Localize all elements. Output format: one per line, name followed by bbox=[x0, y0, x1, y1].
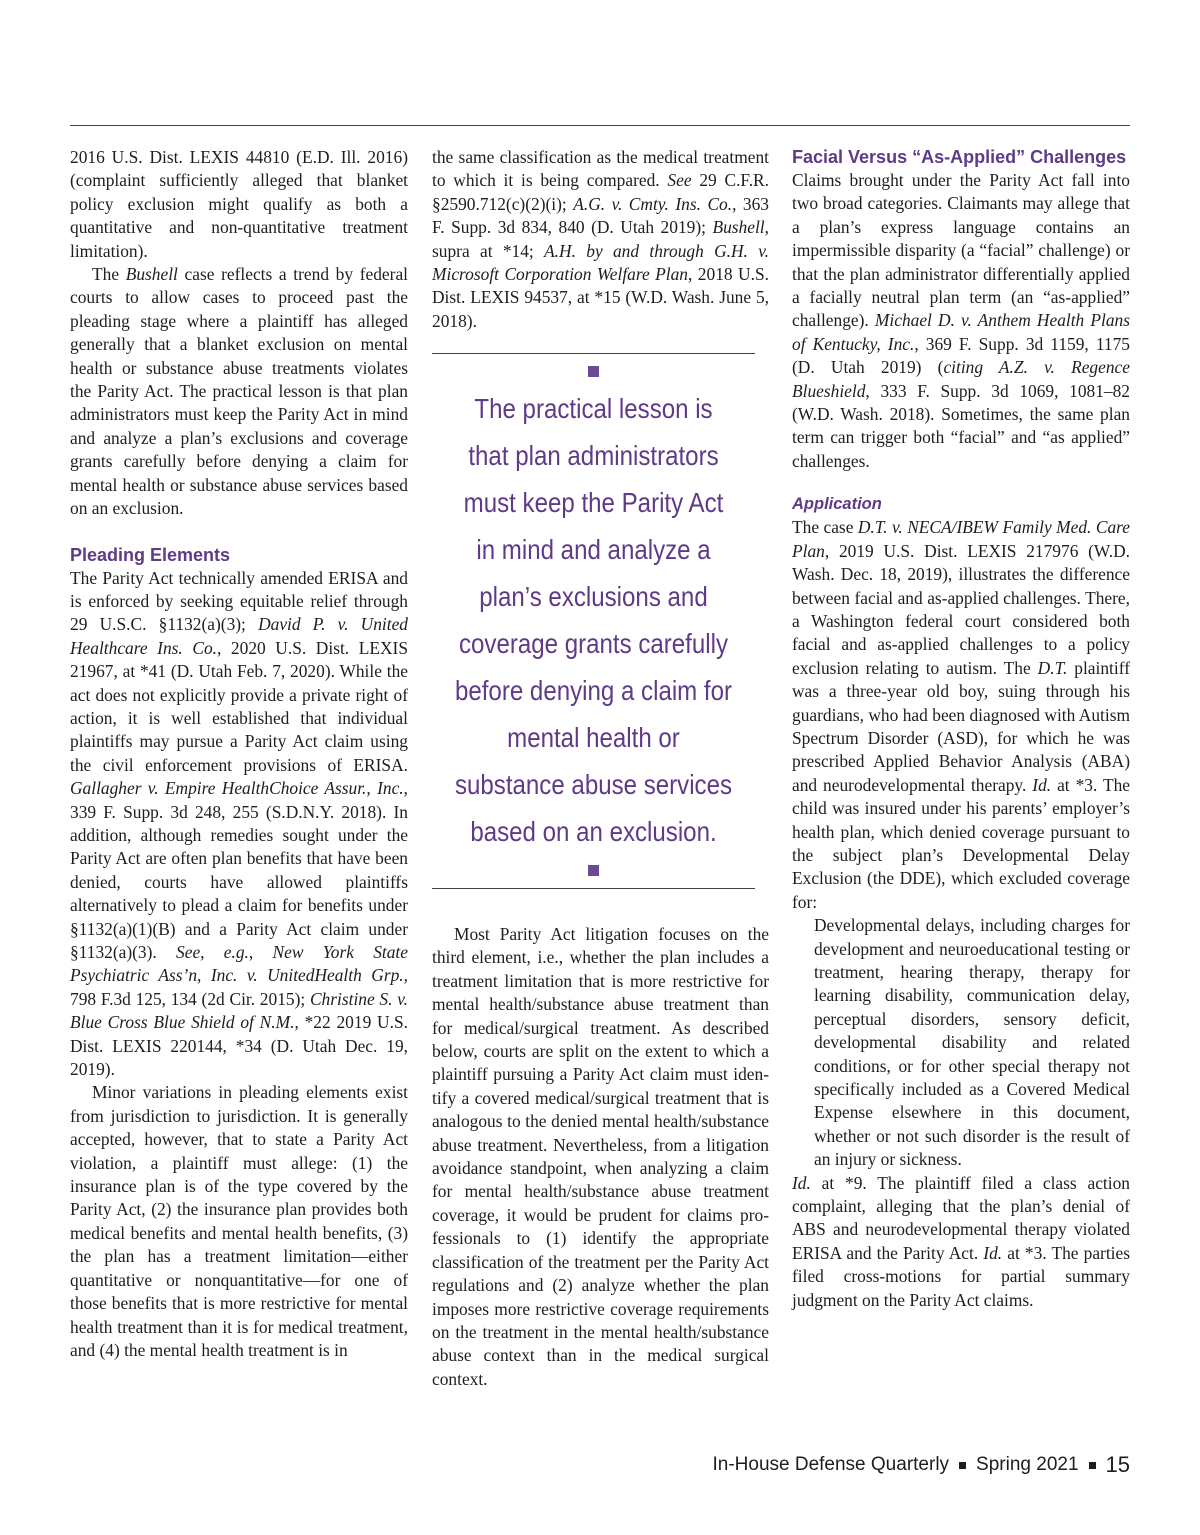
text: at *3. The parties filed cross-motions for partial summary judgment on the Parity Act claims. bbox=[792, 1242, 1130, 1310]
text: , 2019 U.S. Dist. LEXIS 217976 (W.D. Wash. Dec. 18, 2019), illustrates the difference between facial and as-applied challenges. There, a Washington federal court considered both facial and as-applied challenges to a policy exclusion relating to autism. The bbox=[792, 540, 1130, 678]
text: case reflects a trend by federal courts to allow cases to proceed past the pleading stage where a plaintiff has alleged generally that a blanket exclusion on mental health or substance abuse treatments violates the Parity Act. The practical lesson is that plan administrators must keep the Parity Act in mind and analyze a plan’s exclusions and coverage grants carefully before denying a claim for mental health or substance abuse services based on an exclusion. bbox=[70, 264, 408, 519]
text: the same classification as the medical treatment to which it is being compared. bbox=[432, 147, 769, 191]
case-name: A.H. by and through G.H. v. Microsoft Corporation Welfare Plan bbox=[432, 240, 769, 285]
column-middle-lower bbox=[432, 923, 769, 1391]
page-number: 15 bbox=[1105, 1452, 1130, 1477]
case-name: D.T. v. NECA/IBEW Family Med. Care Plan bbox=[792, 517, 1130, 561]
text: , bbox=[248, 942, 273, 962]
signal: Id. bbox=[1032, 774, 1052, 795]
text: , 369 F. Supp. 3d 1159, 1175 (D. Utah 2019) ( bbox=[792, 333, 1130, 378]
text: The bbox=[92, 264, 126, 285]
case-name: New York State Psychiatric Ass’n, Inc. v. UnitedHealth Grp. bbox=[70, 942, 408, 986]
paragraph: 2016 U.S. Dist. LEXIS 44810 (E.D. Ill. 2016) (complaint sufficiently alleged that blanket policy exclusion might qualify as both a quantitative and non-quantitative treatment limitation). bbox=[70, 147, 408, 261]
square-bullet-icon bbox=[959, 1462, 966, 1469]
pull-quote bbox=[432, 353, 755, 889]
pull-quote-text: The practical lesson is that plan administrators must keep the Parity Act in mind and analyze a plan’s exclusions and coverage grants carefully before denying a claim for mental health or substance abuse services based on an exclusion. bbox=[454, 393, 733, 847]
square-bullet-icon bbox=[588, 366, 599, 377]
subsection-heading: Application bbox=[792, 495, 882, 514]
publication-name: In-House Defense Quarterly bbox=[712, 1454, 950, 1475]
text: , 798 F.3d 125, 134 (2d Cir. 2015); bbox=[70, 965, 408, 1009]
text: The case bbox=[792, 517, 858, 538]
text: plaintiff was a three-year old boy, suing through his guardians, who had been diagnosed with Autism Spectrum Disorder (ASD), for which he was prescribed Applied Behavior Analysis (ABA) and neurodevelopmental therapy. bbox=[792, 657, 1130, 795]
paragraph bbox=[70, 263, 408, 520]
text: , 363 F. Supp. 3d 834, 840 (D. Utah 2019); bbox=[432, 193, 769, 238]
case-name: citing A.Z. v. Regence Blueshield bbox=[792, 357, 1130, 401]
spacer bbox=[70, 521, 408, 544]
page-footer bbox=[712, 1452, 1130, 1478]
text: , 339 F. Supp. 3d 248, 255 (S.D.N.Y. 2018). In addition, although remedies sought under the Parity Act are often plan benefits that have been denied, courts have allowed plaintiffs alternatively to plead a claim for benefits under §1132(a)(1)(B) and a Parity Act claim under §1132(a)(3). bbox=[70, 778, 408, 962]
text: at *3. The child was insured under his parents’ employer’s health plan, which denied coverage pursuant to the subject plan’s Developmental Delay Exclusion (the DDE), which excluded coverage for: bbox=[792, 774, 1130, 912]
paragraph bbox=[792, 1172, 1130, 1312]
text: 29 C.F.R. §2590.712(c)(2)(i); bbox=[432, 170, 770, 214]
pull-quote-top-rule bbox=[432, 353, 755, 354]
column-middle bbox=[432, 146, 769, 333]
case-name: Bushell bbox=[712, 217, 765, 238]
text: , 333 F. Supp. 3d 1069, 1081–82 (W.D. Wash. 2018). Sometimes, the same plan term can trigger both “facial” and “as applied” challenges. bbox=[792, 380, 1130, 471]
paragraph: Minor variations in pleading elements exist from jurisdiction to jurisdiction. It is generally accepted, however, that to state a Parity Act violation, a plaintiff must allege: (1) the insurance plan is of the type covered by the Parity Act, (2) the insurance plan provides both medical benefits and mental health benefits, (3) the plan has a treatment limitation—either quantitative or nonquantitative—for one of those benefits that is more restrictive for mental health treatment than it is for medical treatment, and (4) the mental health treatment is in bbox=[70, 1082, 408, 1360]
block-quote bbox=[814, 914, 1130, 1171]
case-name: David P. v. United Healthcare Ins. Co. bbox=[70, 614, 408, 658]
pull-quote-bottom-rule bbox=[432, 888, 755, 889]
case-name: Gallagher v. Empire HealthChoice Assur., Inc. bbox=[70, 778, 404, 799]
signal: See bbox=[667, 170, 692, 191]
signal: Id. bbox=[792, 1172, 811, 1193]
square-bullet-icon bbox=[588, 865, 599, 876]
text: The Parity Act technically amended ERISA and is enforced by seeking equitable relief through 29 U.S.C. §1132(a)(3); bbox=[70, 567, 408, 635]
text: , 2018 U.S. Dist. LEXIS 94537, at *15 (W.D. Wash. June 5, 2018). bbox=[432, 264, 769, 331]
top-rule bbox=[70, 125, 1130, 126]
case-name: D.T. bbox=[1037, 657, 1068, 678]
spacer bbox=[792, 473, 1130, 493]
text: , 2020 U.S. Dist. LEXIS 21967, at *41 (D. Utah Feb. 7, 2020). While the act does not explicitly provide a private right of action, it is well established that individual plaintiffs may pursue a Parity Act claim using the civil enforcement provisions of ERISA. bbox=[70, 637, 408, 775]
signal: See bbox=[176, 942, 201, 962]
paragraph bbox=[792, 169, 1130, 473]
paragraph bbox=[70, 567, 408, 1082]
quote-text: Developmental delays, including charges for development and neuroeducational testing or treatment, hearing therapy, therapy for learning disability, communication delay, perceptual disorders, sensory deficit, developmental disability and related conditions, or for other special therapy not specifically included as a Covered Medical Expense elsewhere in this document, whether or not such disorder is the result of an injury or sickness. bbox=[814, 915, 1130, 1170]
paragraph bbox=[432, 146, 769, 333]
signal: e.g. bbox=[223, 942, 249, 962]
case-name: A.G. v. Cmty. Ins. Co. bbox=[573, 193, 733, 214]
case-name: Bushell bbox=[125, 264, 178, 285]
column-left bbox=[70, 146, 408, 1362]
case-name: Christine S. v. Blue Cross Blue Shield of N.M. bbox=[70, 988, 408, 1033]
text: , *22 2019 U.S. Dist. LEXIS 220144, *34 (D. Utah Dec. 19, 2019). bbox=[70, 1012, 408, 1080]
paragraph: Most Parity Act litigation focuses on the third element, i.e., whether the plan includes a treatment limitation that is more restrictive for mental health/substance abuse treatment than for medical/surgical treatment. As described below, courts are split on the extent to which a plaintiff pursuing a Parity Act claim must identify a covered medical/surgical treatment that is analogous to the denied mental health/substance abuse treatment. Nevertheless, from a litigation avoidance standpoint, when analyzing a claim for mental health/substance abuse treatment coverage, it would be prudent for claims professionals to (1) identify the appropriate classification of the treatment per the Parity Act regulations and (2) analyze whether the plan imposes more restrictive coverage requirements on the treatment in the mental health/substance abuse context than in the medical surgical context. bbox=[432, 924, 769, 1389]
square-bullet-icon bbox=[1089, 1462, 1096, 1469]
signal: Id. bbox=[983, 1242, 1003, 1263]
section-heading: Pleading Elements bbox=[70, 544, 231, 565]
text: at *9. The plaintiff filed a class action complaint, alleging that the plan’s denial of ABS and neurodevelopmental therapy violated ERISA and the Parity Act. bbox=[792, 1172, 1130, 1263]
section-heading: Facial Versus “As-Applied” Challenges bbox=[792, 147, 1127, 167]
paragraph bbox=[792, 516, 1130, 914]
text: Claims brought under the Parity Act fall into two broad categories. Claimants may allege that a plan’s express language contains an impermissible disparity (a “facial” challenge) or that the plan administrator differentially applied a facially neutral plan term (an “as-applied” challenge). bbox=[792, 170, 1130, 331]
text: , supra at *14; bbox=[432, 217, 769, 261]
column-right bbox=[792, 146, 1130, 1312]
case-name: Michael D. v. Anthem Health Plans of Kentucky, Inc. bbox=[792, 310, 1130, 354]
issue-date: Spring 2021 bbox=[976, 1454, 1079, 1475]
text: , bbox=[200, 942, 224, 962]
